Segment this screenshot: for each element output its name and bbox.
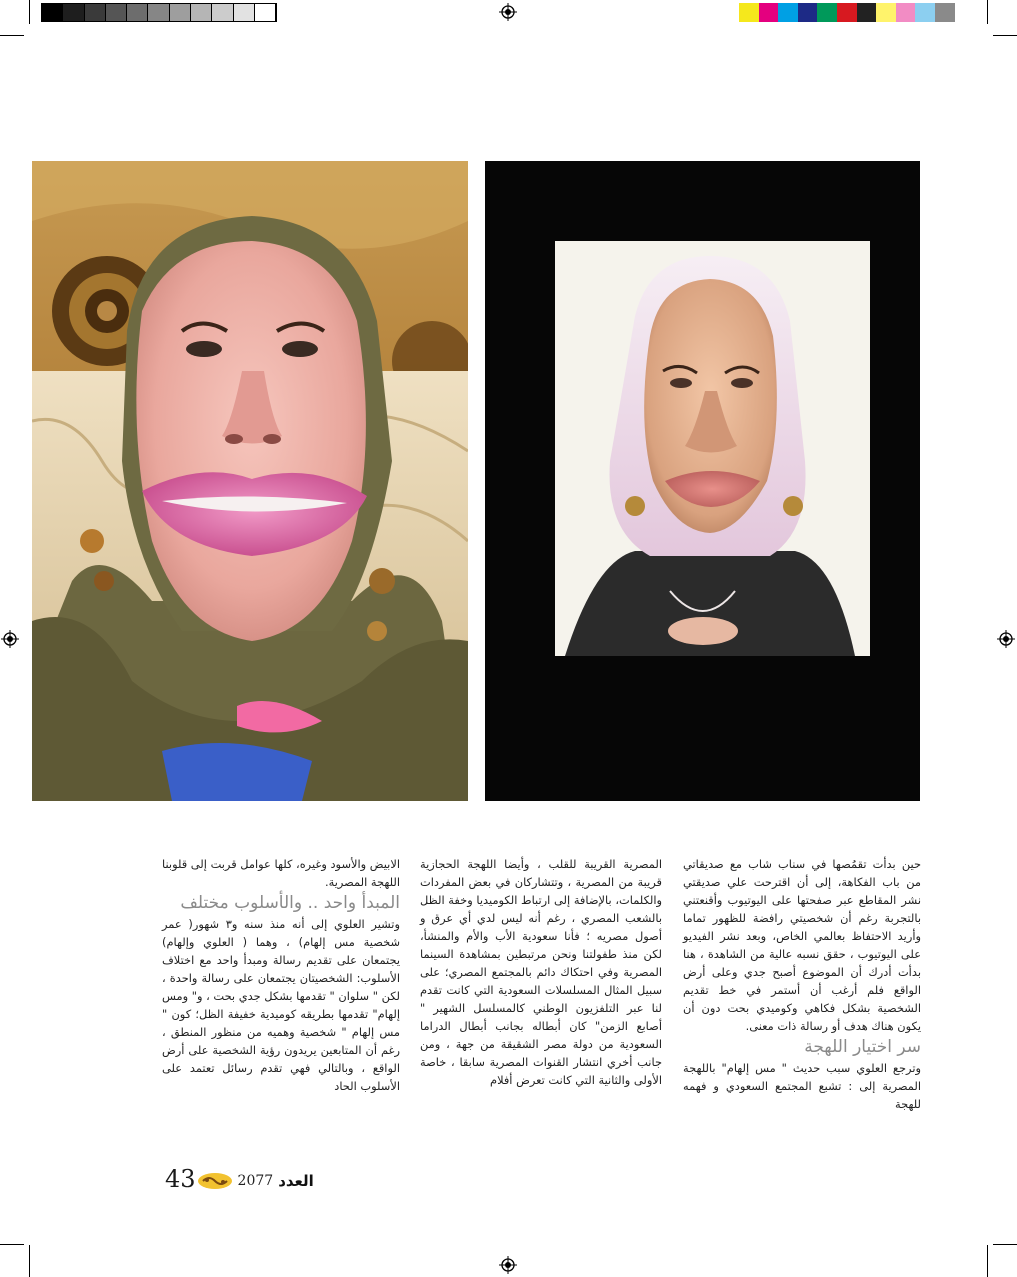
calibration-swatch: [759, 3, 779, 22]
calibration-swatch: [876, 3, 896, 22]
calibration-swatch: [798, 3, 818, 22]
article-column-middle: [420, 855, 662, 1089]
registration-mark-right: [997, 630, 1015, 648]
crop-mark: [993, 1244, 1017, 1245]
woman-caricature-drawing: [485, 161, 920, 801]
calibration-swatch: [191, 4, 212, 21]
calibration-swatch: [85, 4, 106, 21]
calibration-swatch: [255, 4, 276, 21]
calibration-swatch: [170, 4, 191, 21]
crop-mark: [987, 1245, 988, 1277]
page-number: 43: [165, 1165, 196, 1193]
article-paragraph: وتشير العلوي إلى أنه منذ سنه و٣ شهور( عمر شخصية مس إلهام) ، وهما ( العلوي وإلهام) يجتمعان على تقديم رسالة ومبدأ واحد مع اختلاف الأسلوب: الشخصيتان يجتمعان على رسالة واحدة ، لكن " سلوان " تقدمها بشكل جدي بحت ، و" ومس إلهام" تقدمها بطريقه كوميدية خفيفة الظل؛ كون " مس إلهام " شخصية وهميه من منظور المنطق ، رغم أن المتابعين يريدون رؤية الشخصية على أرض الواقع ، وبالتالي فهي تقدم رسائل تعتمد على الأسلوب الحاد: [161, 917, 400, 1093]
article-paragraph: حين بدأت تقمُصها في سناب شاب مع صديقاتي من باب الفكاهة، إلى أن اقترحت علي صديقتي نشر المقاطع عبر صفحتها على اليوتيوب وأقنعتني بالتجربة رغم أن شخصيتي رافضة للظهور تماما وأريد الاحتفاظ بعالمي الخاص، وبعد نشر الفيديو على اليوتيوب ، حقق نسبه عالية من الشاهدة ، هنا بدأت أدرك أن الموضوع أصبح جدي وعلى أرض الواقع فلم أرغب أن أستمر في خط تقديم الشخصية بشكل فكاهي وكوميدي بحت دون أن يكون هناك هدف أو رسالة ذات معنى.: [683, 857, 921, 1033]
calibration-swatch: [778, 3, 798, 22]
article-paragraph: المصرية القريبة للقلب ، وأيضا اللهجة الحجازية قريبة من المصرية ، وتتشاركان في بعض المفردات والكلمات، بالإضافة إلى ارتباط الكوميديا وخفة الظل بالشعب المصري ، رغم أنه ليس لدي أي عرق و أصول مصريه ؛ فأنا سعودية الأب والأم والمنشأ، لكن منذ طفولتنا ونحن مرتبطين بمشاهدة السينما المصرية وفي احتكاك دائم بالمجتمع المصري؛ على سبيل المثال المسلسلات السعودية التي كانت تقدم لنا عبر التلفزيون الوطني كالمسلسل الشهير " أصابع الزمن" كان أبطاله بجانب أبطال الدراما السعودية من دولة مصر الشقيقة من جهة ، ومن جانب أخري انتشار القنوات المصرية سابقا ، خاصة الأولى والثانية التي كانت تعرض أفلام: [420, 857, 662, 1087]
calibration-swatch: [42, 4, 63, 21]
article-column-right: [683, 855, 921, 1113]
article-paragraph: الابيض والأسود وغيره، كلها عوامل قربت إلى قلوبنا اللهجة المصرية.: [162, 857, 400, 889]
section-subheading: المبدأ واحد .. والأسلوب مختلف: [180, 893, 400, 913]
calibration-swatch: [857, 3, 877, 22]
crop-mark: [0, 1244, 24, 1245]
registration-mark-left: [1, 630, 19, 648]
calibration-swatch: [915, 3, 935, 22]
crop-mark: [993, 35, 1017, 36]
calibration-swatch: [63, 4, 84, 21]
calibration-swatch: [837, 3, 857, 22]
calibration-swatch: [148, 4, 169, 21]
calibration-swatch: [817, 3, 837, 22]
calibration-swatch: [739, 3, 759, 22]
crop-mark: [29, 0, 30, 24]
crop-mark: [29, 1245, 30, 1277]
calibration-swatch: [106, 4, 127, 21]
article-paragraph: وترجع العلوي سبب حديث " مس إلهام" باللهجة المصرية إلى : تشبع المجتمع السعودي و فهمه للهجة: [683, 1061, 921, 1111]
grayscale-calibration-bar: [41, 3, 277, 22]
page-footer: [165, 1162, 314, 1192]
calibration-swatch: [127, 4, 148, 21]
registration-mark-bottom: [499, 1256, 517, 1274]
calibration-swatch: [896, 3, 916, 22]
issue-number: 2077: [237, 1173, 274, 1189]
calibration-swatch: [234, 4, 255, 21]
registration-mark-top: [499, 3, 517, 21]
calibration-swatch: [212, 4, 233, 21]
article-column-left: [162, 855, 400, 1095]
crop-mark: [0, 35, 24, 36]
magazine-logo-icon: [197, 1172, 233, 1190]
color-calibration-bar: [739, 3, 955, 22]
crop-mark: [987, 0, 988, 24]
section-subheading: سر اختيار اللهجة: [804, 1037, 921, 1057]
woman-face-filter-photo: [32, 161, 468, 801]
issue-label: العدد: [278, 1172, 314, 1190]
calibration-swatch: [935, 3, 955, 22]
